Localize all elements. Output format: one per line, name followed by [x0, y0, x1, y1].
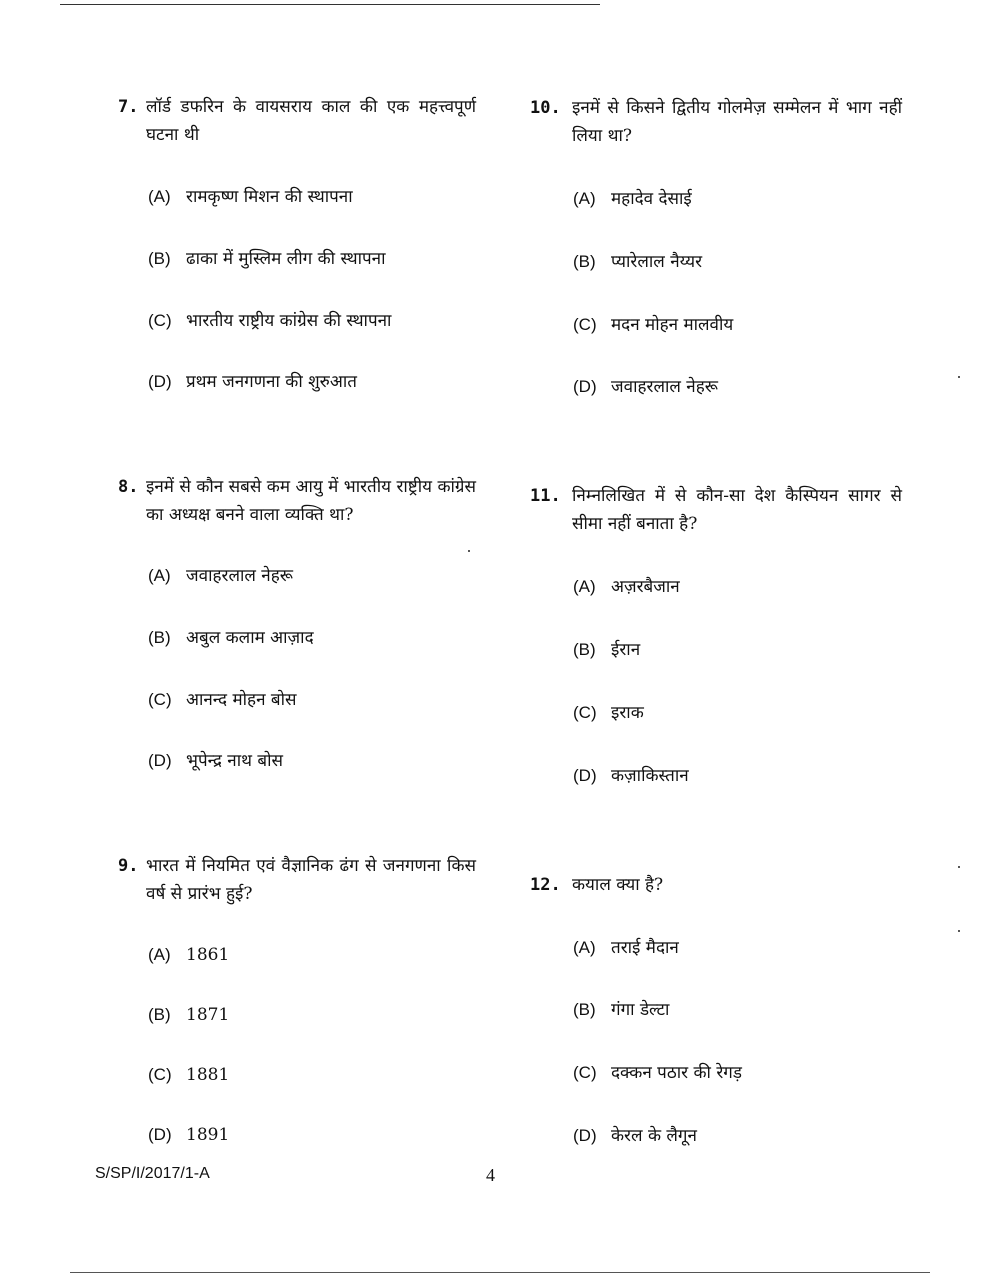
scan-edge-top — [60, 4, 600, 5]
option-d[interactable]: (D) 1891 — [148, 1125, 230, 1145]
option-a[interactable]: (A) रामकृष्ण मिशन की स्थापना — [148, 187, 353, 207]
option-d[interactable]: (D) जवाहरलाल नेहरू — [573, 377, 718, 397]
page-number: 4 — [486, 1165, 495, 1185]
question-text: इनमें से कौन सबसे कम आयु में भारतीय राष्ट्रीय कांग्रेस का अध्यक्ष बनने वाला व्यक्ति था? — [146, 477, 476, 525]
scan-speck — [958, 866, 960, 868]
option-b[interactable]: (B) ईरान — [573, 640, 641, 660]
option-b[interactable]: (B) प्यारेलाल नैय्यर — [573, 252, 703, 272]
option-c[interactable]: (C) मदन मोहन मालवीय — [573, 315, 734, 335]
question-text: लॉर्ड डफरिन के वायसराय काल की एक महत्त्वपूर्ण घटना थी — [146, 97, 476, 145]
option-d[interactable]: (D) भूपेन्द्र नाथ बोस — [148, 751, 283, 771]
scan-speck — [958, 930, 960, 932]
question-number: 10. — [530, 98, 561, 118]
option-c[interactable]: (C) 1881 — [148, 1065, 230, 1085]
question-text: इनमें से किसने द्वितीय गोलमेज़ सम्मेलन में भाग नहीं लिया था? — [572, 98, 902, 146]
option-c[interactable]: (C) भारतीय राष्ट्रीय कांग्रेस की स्थापना — [148, 311, 392, 331]
option-a[interactable]: (A) अज़रबैजान — [573, 577, 680, 597]
option-d[interactable]: (D) प्रथम जनगणना की शुरुआत — [148, 372, 357, 392]
option-d[interactable]: (D) केरल के लैगून — [573, 1126, 697, 1146]
question-number: 7. — [118, 97, 139, 117]
option-a[interactable]: (A) 1861 — [148, 945, 230, 965]
option-a[interactable]: (A) जवाहरलाल नेहरू — [148, 566, 293, 586]
option-c[interactable]: (C) दक्कन पठार की रेगड़ — [573, 1063, 742, 1083]
question-number: 11. — [530, 486, 561, 506]
paper-code: S/SP/I/2017/1-A — [95, 1165, 210, 1182]
option-d[interactable]: (D) कज़ाकिस्तान — [573, 766, 689, 786]
scan-speck — [468, 550, 470, 552]
option-a[interactable]: (A) तराई मैदान — [573, 938, 679, 958]
question-text: भारत में नियमित एवं वैज्ञानिक ढंग से जनगणना किस वर्ष से प्रारंभ हुई? — [146, 856, 476, 904]
option-c[interactable]: (C) इराक — [573, 703, 644, 723]
option-b[interactable]: (B) 1871 — [148, 1005, 230, 1025]
question-number: 9. — [118, 856, 139, 876]
scan-speck — [958, 376, 960, 378]
option-a[interactable]: (A) महादेव देसाई — [573, 189, 692, 209]
scan-edge-bottom — [70, 1272, 930, 1273]
option-c[interactable]: (C) आनन्द मोहन बोस — [148, 690, 297, 710]
question-text: निम्नलिखित में से कौन-सा देश कैस्पियन सागर से सीमा नहीं बनाता है? — [572, 486, 902, 534]
option-b[interactable]: (B) अबुल कलाम आज़ाद — [148, 628, 314, 648]
option-b[interactable]: (B) ढाका में मुस्लिम लीग की स्थापना — [148, 249, 386, 269]
question-text: कयाल क्या है? — [572, 875, 664, 895]
question-number: 12. — [530, 875, 561, 895]
option-b[interactable]: (B) गंगा डेल्टा — [573, 1000, 670, 1020]
question-number: 8. — [118, 477, 139, 497]
